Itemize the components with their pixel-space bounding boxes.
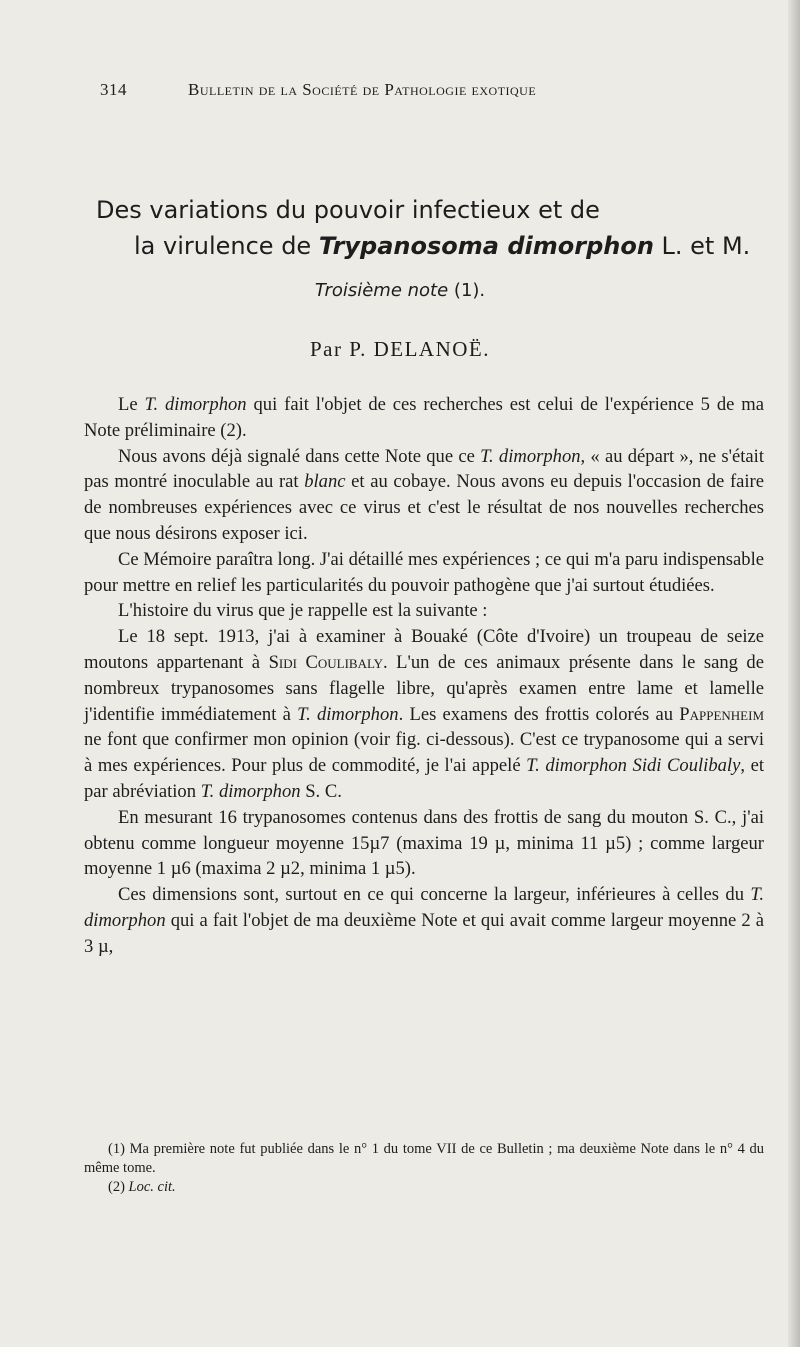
paragraph-4: L'histoire du virus que je rappelle est la suivante : — [118, 600, 488, 622]
journal-title: Bulletin de la Société de Pathologie exotique — [188, 80, 537, 99]
footnote-2: (2) Loc. cit. — [108, 1179, 176, 1195]
running-header — [100, 80, 700, 100]
footnote-1: (1) Ma première note fut publiée dans le n° 1 du tome VII de ce Bulletin ; ma deuxième Note dans le n° 4 du même tome. — [84, 1141, 764, 1176]
paragraph-2: Nous avons déjà signalé dans cette Note que ce T. dimorphon, « au départ », ne s'était pas montré inoculable au rat blanc et au cobaye. Nous avons eu depuis l'occasion de faire de nombreuses expériences avec ce virus et c'est le résultat de nos nouvelles recherches que nous désirons exposer ici. — [84, 445, 765, 544]
article-body — [84, 392, 764, 960]
footnotes — [84, 1140, 764, 1197]
article-title — [96, 192, 756, 264]
species-name: Trypanosoma dimorphon — [318, 232, 654, 260]
paragraph-7: Ces dimensions sont, surtout en ce qui concerne la largeur, inférieures à celles du T. dimorphon qui a fait l'objet de ma deuxième Note et qui avait comme largeur moyenne 2 à 3 µ, — [84, 884, 764, 957]
paragraph-5: Le 18 sept. 1913, j'ai à examiner à Bouaké (Côte d'Ivoire) un troupeau de seize moutons appartenant à Sidi Coulibaly. L'un de ces animaux présente dans le sang de nombreux trypanosomes sans flagelle libre, qu'après examen entre lame et lamelle j'identifie immédiatement à T. dimorphon. Les examens des frottis colorés au Pappenheim ne font que confirmer mon opinion (voir fig. ci-dessous). C'est ce trypanosome qui a servi à mes expériences. Pour plus de commodité, je l'ai appelé T. dimorphon Sidi Coulibaly, et par abréviation T. dimorphon S. C. — [84, 626, 765, 802]
paragraph-1: Le T. dimorphon qui fait l'objet de ces recherches est celui de l'expérience 5 de ma Note préliminaire (2). — [84, 394, 765, 441]
page-edge-shadow — [788, 0, 800, 1347]
page-number: 314 — [100, 80, 127, 99]
paragraph-3: Ce Mémoire paraîtra long. J'ai détaillé mes expériences ; ce qui m'a paru indispensable pour mettre en relief les particularités du pouvoir pathogène que j'ai surtout étudiées. — [84, 548, 764, 596]
article-subtitle: Troisième note (1). — [314, 280, 486, 301]
title-line-1: Des variations du pouvoir infectieux et de — [96, 196, 600, 224]
author-name: DELANOË. — [373, 337, 490, 361]
title-line-2: la virulence de Trypanosoma dimorphon L. et M. — [134, 232, 751, 260]
paragraph-6: En mesurant 16 trypanosomes contenus dans des frottis de sang du mouton S. C., j'ai obtenu comme longueur moyenne 15µ7 (maxima 19 µ, minima 11 µ5) ; comme largeur moyenne 1 µ6 (maxima 2 µ2, minima 1 µ5). — [84, 806, 764, 880]
author-line: Par P. DELANOË. — [309, 337, 490, 361]
